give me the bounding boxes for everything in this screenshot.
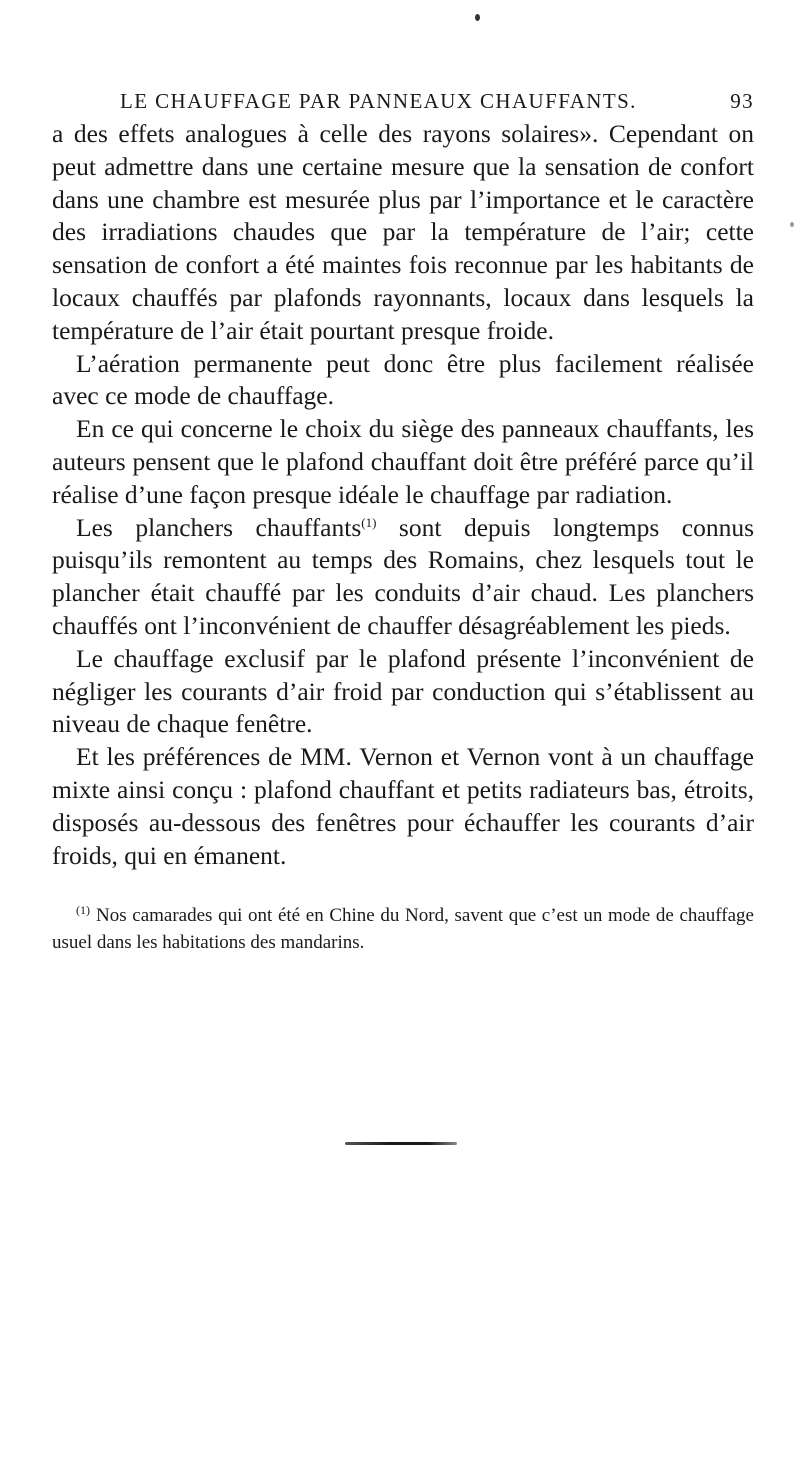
footnote-mark: (1) — [76, 903, 90, 918]
paragraph — [52, 512, 754, 643]
book-page — [52, 86, 754, 956]
paragraph: L’aération permanente peut donc être plus facilement réalisée avec ce mode de chauffage. — [52, 348, 754, 411]
footnote-text: Nos camarades qui ont été en Chine du Nord, savent que c’est un mode de chauffage usuel dans les habitations des mandarins. — [52, 905, 754, 954]
ink-speck — [475, 14, 480, 21]
footnote — [52, 902, 754, 956]
body-text — [52, 118, 754, 872]
page-number: 93 — [730, 89, 754, 113]
running-head — [52, 86, 754, 116]
footnote-reference[interactable]: (1) — [361, 514, 377, 530]
end-of-section-rule — [345, 1142, 457, 1145]
paragraph: Et les préférences de MM. Vernon et Vernon vont à un chauffage mixte ainsi conçu : plafond chauffant et petits radiateurs bas, étroits, disposés au-dessous des fenêtres pour échauffer les courants d’air froids, qui en émanent. — [52, 742, 754, 870]
paragraph: En ce qui concerne le choix du siège des panneaux chauffants, les auteurs pensent que le plafond chauffant doit être préféré parce qu’il réalise d’une façon presque idéale le chauffage par radiation. — [52, 414, 754, 509]
running-head-title: LE CHAUFFAGE PAR PANNEAUX CHAUFFANTS. — [120, 89, 637, 113]
paragraph-text: Les planchers chauffants — [76, 512, 362, 542]
paragraph-text: sont depuis longtemps connus puisqu’ils remontent au temps des Romains, chez lesquels tout le plancher était chauffé par les conduits d’air chaud. Les planchers chauffés ont l’inconvénient de chauffer désagréablement les pieds. — [52, 512, 754, 640]
ink-speck — [790, 222, 794, 227]
paragraph: Le chauffage exclusif par le plafond présente l’inconvénient de négliger les courants d’air froid par conduction qui s’établissent au niveau de chaque fenêtre. — [52, 643, 754, 739]
paragraph: a des effets analogues à celle des rayons solaires». Cependant on peut admettre dans une certaine mesure que la sensation de confort dans une chambre est mesurée plus par l’importance et le caractère des irradiations chaudes que par la température de l’air; cette sensation de confort a été maintes fois reconnue par les habitants de locaux chauffés par plafonds rayonnants, locaux dans lesquels la température de l’air était pourtant presque froide. — [52, 119, 754, 345]
